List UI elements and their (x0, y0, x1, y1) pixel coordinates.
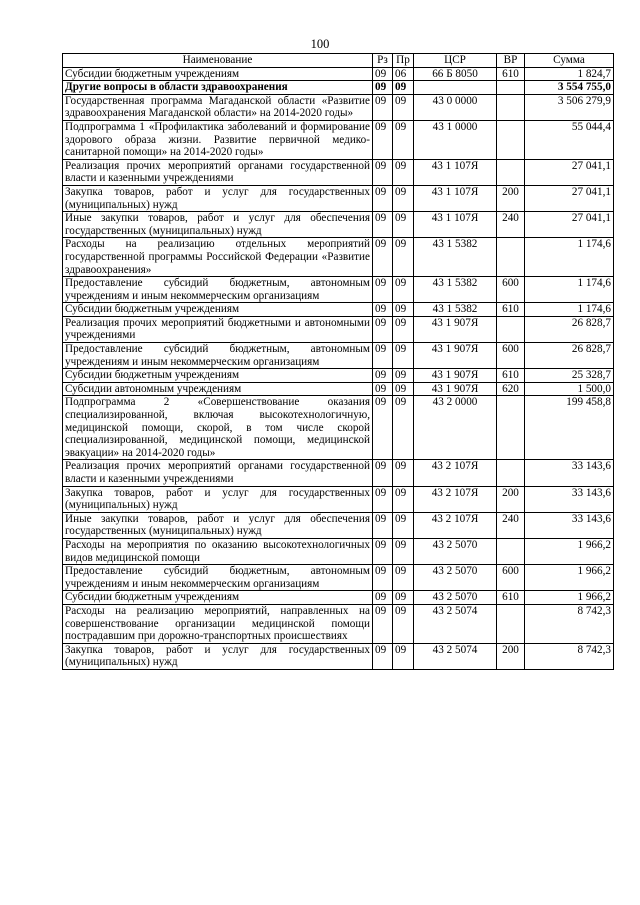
cell-rz: 09 (373, 369, 393, 383)
table-row (63, 159, 614, 185)
budget-table (62, 53, 614, 670)
cell-pr: 09 (393, 316, 414, 342)
cell-name: Подпрограмма 1 «Профилактика заболеваний и формирование здорового образа жизни. Развитие первичной медико-санитарной помощи» на 2014-2020 годы» (63, 120, 373, 159)
cell-vr: 600 (497, 343, 525, 369)
cell-pr: 09 (393, 396, 414, 460)
cell-name: Субсидии бюджетным учреждениям (63, 591, 373, 605)
cell-csr: 43 1 907Я (414, 369, 497, 383)
header-sum: Сумма (525, 54, 614, 68)
cell-vr (497, 120, 525, 159)
cell-name: Предоставление субсидий бюджетным, автономным учреждениям и иным некоммерческим организациям (63, 277, 373, 303)
cell-sum: 26 828,7 (525, 316, 614, 342)
cell-rz: 09 (373, 67, 393, 81)
cell-rz: 09 (373, 538, 393, 564)
cell-vr: 240 (497, 512, 525, 538)
cell-vr (497, 238, 525, 277)
cell-pr: 09 (393, 94, 414, 120)
cell-sum: 55 044,4 (525, 120, 614, 159)
cell-pr: 09 (393, 591, 414, 605)
cell-sum: 33 143,6 (525, 460, 614, 486)
cell-name: Расходы на реализацию отдельных мероприятий государственной программы Российской Федерации «Развитие здравоохранения» (63, 238, 373, 277)
cell-csr: 43 2 5070 (414, 565, 497, 591)
cell-rz: 09 (373, 604, 393, 643)
cell-vr: 200 (497, 643, 525, 669)
cell-name: Реализация прочих мероприятий органами государственной власти и казенными учреждениями (63, 159, 373, 185)
cell-csr: 43 1 907Я (414, 382, 497, 396)
cell-sum: 27 041,1 (525, 185, 614, 211)
table-row (63, 643, 614, 669)
cell-rz: 09 (373, 460, 393, 486)
cell-vr (497, 604, 525, 643)
cell-name: Реализация прочих мероприятий бюджетными и автономными учреждениями (63, 316, 373, 342)
page-number: 100 (310, 37, 330, 51)
cell-sum: 27 041,1 (525, 212, 614, 238)
cell-name: Другие вопросы в области здравоохранения (63, 81, 373, 95)
cell-rz: 09 (373, 382, 393, 396)
cell-csr: 43 2 107Я (414, 486, 497, 512)
cell-csr: 43 2 5074 (414, 643, 497, 669)
cell-csr (414, 81, 497, 95)
table-row (63, 212, 614, 238)
cell-sum: 33 143,6 (525, 512, 614, 538)
cell-pr: 09 (393, 120, 414, 159)
cell-sum: 27 041,1 (525, 159, 614, 185)
cell-sum: 199 458,8 (525, 396, 614, 460)
cell-name: Закупка товаров, работ и услуг для государственных (муниципальных) нужд (63, 643, 373, 669)
cell-csr: 43 2 107Я (414, 460, 497, 486)
cell-rz: 09 (373, 159, 393, 185)
cell-rz: 09 (373, 486, 393, 512)
cell-csr: 66 Б 8050 (414, 67, 497, 81)
cell-sum: 3 506 279,9 (525, 94, 614, 120)
cell-rz: 09 (373, 120, 393, 159)
cell-vr: 240 (497, 212, 525, 238)
cell-sum: 1 966,2 (525, 565, 614, 591)
cell-csr: 43 1 107Я (414, 212, 497, 238)
cell-rz: 09 (373, 81, 393, 95)
cell-rz: 09 (373, 343, 393, 369)
cell-csr: 43 1 907Я (414, 343, 497, 369)
cell-vr: 610 (497, 303, 525, 317)
cell-sum: 33 143,6 (525, 486, 614, 512)
cell-sum: 1 500,0 (525, 382, 614, 396)
cell-sum: 25 328,7 (525, 369, 614, 383)
cell-name: Предоставление субсидий бюджетным, автономным учреждениям и иным некоммерческим организациям (63, 565, 373, 591)
cell-csr: 43 0 0000 (414, 94, 497, 120)
cell-vr: 620 (497, 382, 525, 396)
cell-sum: 3 554 755,0 (525, 81, 614, 95)
cell-pr: 09 (393, 343, 414, 369)
table-row (63, 343, 614, 369)
table-row (63, 120, 614, 159)
cell-rz: 09 (373, 591, 393, 605)
cell-vr (497, 159, 525, 185)
cell-vr (497, 538, 525, 564)
cell-vr: 600 (497, 565, 525, 591)
cell-pr: 09 (393, 212, 414, 238)
cell-name: Субсидии бюджетным учреждениям (63, 369, 373, 383)
cell-rz: 09 (373, 396, 393, 460)
cell-rz: 09 (373, 212, 393, 238)
cell-vr (497, 81, 525, 95)
cell-pr: 09 (393, 486, 414, 512)
cell-pr: 09 (393, 460, 414, 486)
header-pr: Пр (393, 54, 414, 68)
cell-name: Государственная программа Магаданской области «Развитие здравоохранения Магаданской области» на 2014-2020 годы» (63, 94, 373, 120)
header-vr: ВР (497, 54, 525, 68)
cell-rz: 09 (373, 185, 393, 211)
table-header-row (63, 54, 614, 68)
table-row (63, 369, 614, 383)
cell-rz: 09 (373, 643, 393, 669)
cell-pr: 09 (393, 303, 414, 317)
cell-vr: 610 (497, 369, 525, 383)
cell-name: Субсидии автономным учреждениям (63, 382, 373, 396)
cell-name: Иные закупки товаров, работ и услуг для обеспечения государственных (муниципальных) нужд (63, 212, 373, 238)
cell-name: Расходы на реализацию мероприятий, направленных на совершенствование организации медицинской помощи пострадавшим при дорожно-транспортных происшествиях (63, 604, 373, 643)
cell-sum: 1 824,7 (525, 67, 614, 81)
cell-name: Субсидии бюджетным учреждениям (63, 303, 373, 317)
cell-csr: 43 1 5382 (414, 303, 497, 317)
cell-csr: 43 2 5074 (414, 604, 497, 643)
table-row (63, 81, 614, 95)
cell-csr: 43 1 0000 (414, 120, 497, 159)
cell-sum: 1 174,6 (525, 303, 614, 317)
header-name: Наименование (63, 54, 373, 68)
cell-pr: 09 (393, 159, 414, 185)
cell-vr: 600 (497, 277, 525, 303)
cell-pr: 09 (393, 382, 414, 396)
cell-rz: 09 (373, 94, 393, 120)
cell-rz: 09 (373, 238, 393, 277)
table-row (63, 67, 614, 81)
cell-name: Предоставление субсидий бюджетным, автономным учреждениям и иным некоммерческим организациям (63, 343, 373, 369)
cell-vr: 610 (497, 591, 525, 605)
cell-sum: 26 828,7 (525, 343, 614, 369)
cell-csr: 43 2 107Я (414, 512, 497, 538)
cell-pr: 09 (393, 277, 414, 303)
cell-csr: 43 2 0000 (414, 396, 497, 460)
cell-sum: 1 174,6 (525, 277, 614, 303)
cell-vr: 610 (497, 67, 525, 81)
cell-pr: 09 (393, 238, 414, 277)
table-row (63, 238, 614, 277)
cell-csr: 43 1 107Я (414, 159, 497, 185)
table-row (63, 604, 614, 643)
table-row (63, 512, 614, 538)
cell-vr: 200 (497, 486, 525, 512)
cell-pr: 09 (393, 604, 414, 643)
cell-pr: 09 (393, 81, 414, 95)
cell-pr: 09 (393, 369, 414, 383)
table-row (63, 460, 614, 486)
cell-name: Иные закупки товаров, работ и услуг для обеспечения государственных (муниципальных) нужд (63, 512, 373, 538)
cell-rz: 09 (373, 277, 393, 303)
header-rz: Рз (373, 54, 393, 68)
cell-name: Закупка товаров, работ и услуг для государственных (муниципальных) нужд (63, 185, 373, 211)
cell-csr: 43 1 107Я (414, 185, 497, 211)
cell-pr: 06 (393, 67, 414, 81)
cell-pr: 09 (393, 185, 414, 211)
cell-pr: 09 (393, 512, 414, 538)
cell-sum: 1 966,2 (525, 591, 614, 605)
cell-vr (497, 94, 525, 120)
table-row (63, 303, 614, 317)
cell-pr: 09 (393, 565, 414, 591)
cell-rz: 09 (373, 512, 393, 538)
table-row (63, 185, 614, 211)
table-row (63, 277, 614, 303)
cell-vr (497, 460, 525, 486)
header-csr: ЦСР (414, 54, 497, 68)
table-row (63, 382, 614, 396)
cell-name: Подпрограмма 2 «Совершенствование оказания специализированной, включая высокотехнологичную, медицинской помощи, скорой, в том числе скорой специализированной, медицинской помощи, медицинской эвакуации» на 2014-2020 годы» (63, 396, 373, 460)
table-row (63, 591, 614, 605)
cell-rz: 09 (373, 303, 393, 317)
cell-name: Расходы на мероприятия по оказанию высокотехнологичных видов медицинской помощи (63, 538, 373, 564)
cell-name: Закупка товаров, работ и услуг для государственных (муниципальных) нужд (63, 486, 373, 512)
table-row (63, 94, 614, 120)
cell-sum: 1 174,6 (525, 238, 614, 277)
cell-pr: 09 (393, 643, 414, 669)
cell-csr: 43 2 5070 (414, 538, 497, 564)
cell-vr (497, 396, 525, 460)
table-row (63, 565, 614, 591)
cell-rz: 09 (373, 316, 393, 342)
cell-csr: 43 1 5382 (414, 238, 497, 277)
cell-name: Субсидии бюджетным учреждениям (63, 67, 373, 81)
table-row (63, 486, 614, 512)
cell-sum: 1 966,2 (525, 538, 614, 564)
cell-csr: 43 2 5070 (414, 591, 497, 605)
cell-name: Реализация прочих мероприятий органами государственной власти и казенными учреждениями (63, 460, 373, 486)
cell-csr: 43 1 907Я (414, 316, 497, 342)
cell-vr (497, 316, 525, 342)
cell-rz: 09 (373, 565, 393, 591)
cell-vr: 200 (497, 185, 525, 211)
cell-sum: 8 742,3 (525, 643, 614, 669)
cell-pr: 09 (393, 538, 414, 564)
table-row (63, 316, 614, 342)
table-row (63, 396, 614, 460)
table-row (63, 538, 614, 564)
cell-sum: 8 742,3 (525, 604, 614, 643)
cell-csr: 43 1 5382 (414, 277, 497, 303)
